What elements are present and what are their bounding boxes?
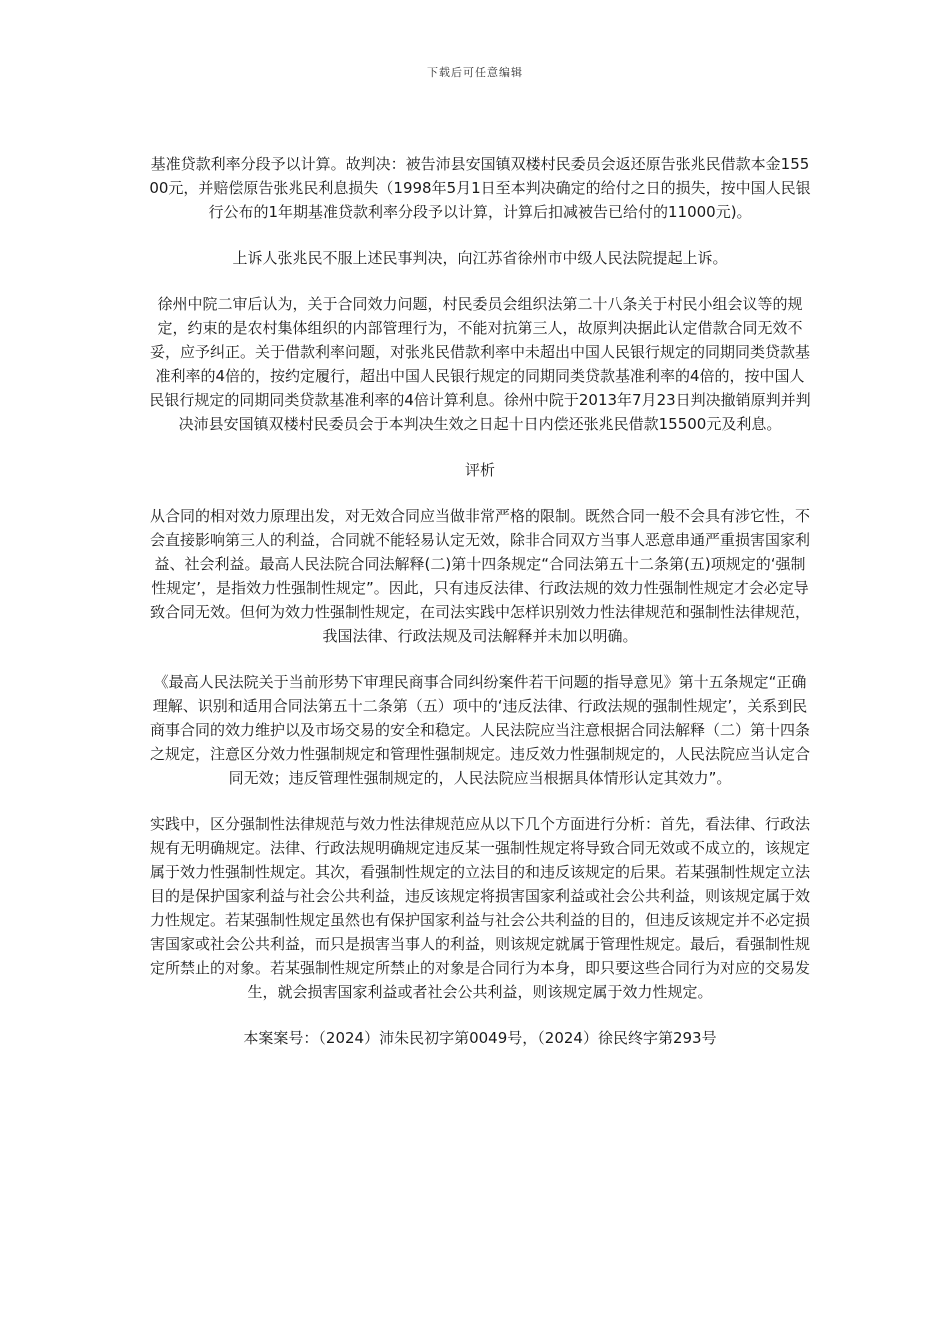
paragraph-appeal: 上诉人张兆民不服上述民事判决，向江苏省徐州市中级人民法院提起上诉。 — [232, 249, 728, 267]
paragraph-judgment-continuation: 基准贷款利率分段予以计算。故判决：被告沛县安国镇双楼村民委员会返还原告张兆民借款本金15500元，并赔偿原告张兆民利息损失（1998年5月1日至本判决确定的给付之日的损失，按中国人民银行公布的1年期基准贷款利率分段予以计算，计算后扣减被告已给付的11000元)。 — [149, 155, 811, 221]
page-header-note: 下载后可任意编辑 — [427, 66, 523, 79]
document-body — [148, 152, 812, 1072]
paragraph-analysis-1: 从合同的相对效力原理出发，对无效合同应当做非常严格的限制。既然合同一般不会具有涉它性，不会直接影响第三人的利益，合同就不能轻易认定无效，除非合同双方当事人恶意串通严重损害国家利益、社会利益。最高人民法院合同法解释(二)第十四条规定“合同法第五十二条第(五)项规定的‘强制性规定’，是指效力性强制性规定”。因此，只有违反法律、行政法规的效力性强制性规定才会必定导致合同无效。但何为效力性强制性规定，在司法实践中怎样识别效力性法律规范和强制性法律规范，我国法律、行政法规及司法解释并未加以明确。 — [149, 507, 810, 645]
section-heading-analysis: 评析 — [464, 461, 495, 479]
paragraph-second-instance: 徐州中院二审后认为，关于合同效力问题，村民委员会组织法第二十八条关于村民小组会议等的规定，约束的是农村集体组织的内部管理行为，不能对抗第三人，故原判决据此认定借款合同无效不妥，应予纠正。关于借款利率问题，对张兆民借款利率中未超出中国人民银行规定的同期同类贷款基准利率的4倍的，按约定履行，超出中国人民银行规定的同期同类贷款基准利率的4倍的，按中国人民银行规定的同期同类贷款基准利率的4倍计算利息。徐州中院于2013年7月23日判决撤销原判并判决沛县安国镇双楼村民委员会于本判决生效之日起十日内偿还张兆民借款15500元及利息。 — [149, 295, 811, 433]
paragraph-analysis-3: 实践中，区分强制性法律规范与效力性法律规范应从以下几个方面进行分析：首先，看法律、行政法规有无明确规定。法律、行政法规明确规定违反某一强制性规定将导致合同无效或不成立的，该规定属于效力性强制性规定。其次，看强制性规定的立法目的和违反该规定的后果。若某强制性规定立法目的是保护国家利益与社会公共利益，违反该规定将损害国家利益或社会公共利益，则该规定属于效力性规定。若某强制性规定虽然也有保护国家利益与社会公共利益的目的，但违反该规定并不必定损害国家或社会公共利益，而只是损害当事人的利益，则该规定就属于管理性规定。最后，看强制性规定所禁止的对象。若某强制性规定所禁止的对象是合同行为本身，即只要这些合同行为对应的交易发生，就会损害国家利益或者社会公共利益，则该规定属于效力性规定。 — [149, 815, 810, 1001]
paragraph-analysis-2: 《最高人民法院关于当前形势下审理民商事合同纠纷案件若干问题的指导意见》第十五条规定“正确理解、识别和适用合同法第五十二条第（五）项中的‘违反法律、行政法规的强制性规定’，关系到民商事合同的效力维护以及市场交易的安全和稳定。人民法院应当注意根据合同法解释（二）第十四条之规定，注意区分效力性强制规定和管理性强制规定。违反效力性强制规定的，人民法院应当认定合同无效；违反管理性强制规定的，人民法院应当根据具体情形认定其效力”。 — [149, 673, 810, 787]
paragraph-case-number: 本案案号：（2024）沛朱民初字第0049号，（2024）徐民终字第293号 — [243, 1029, 717, 1047]
